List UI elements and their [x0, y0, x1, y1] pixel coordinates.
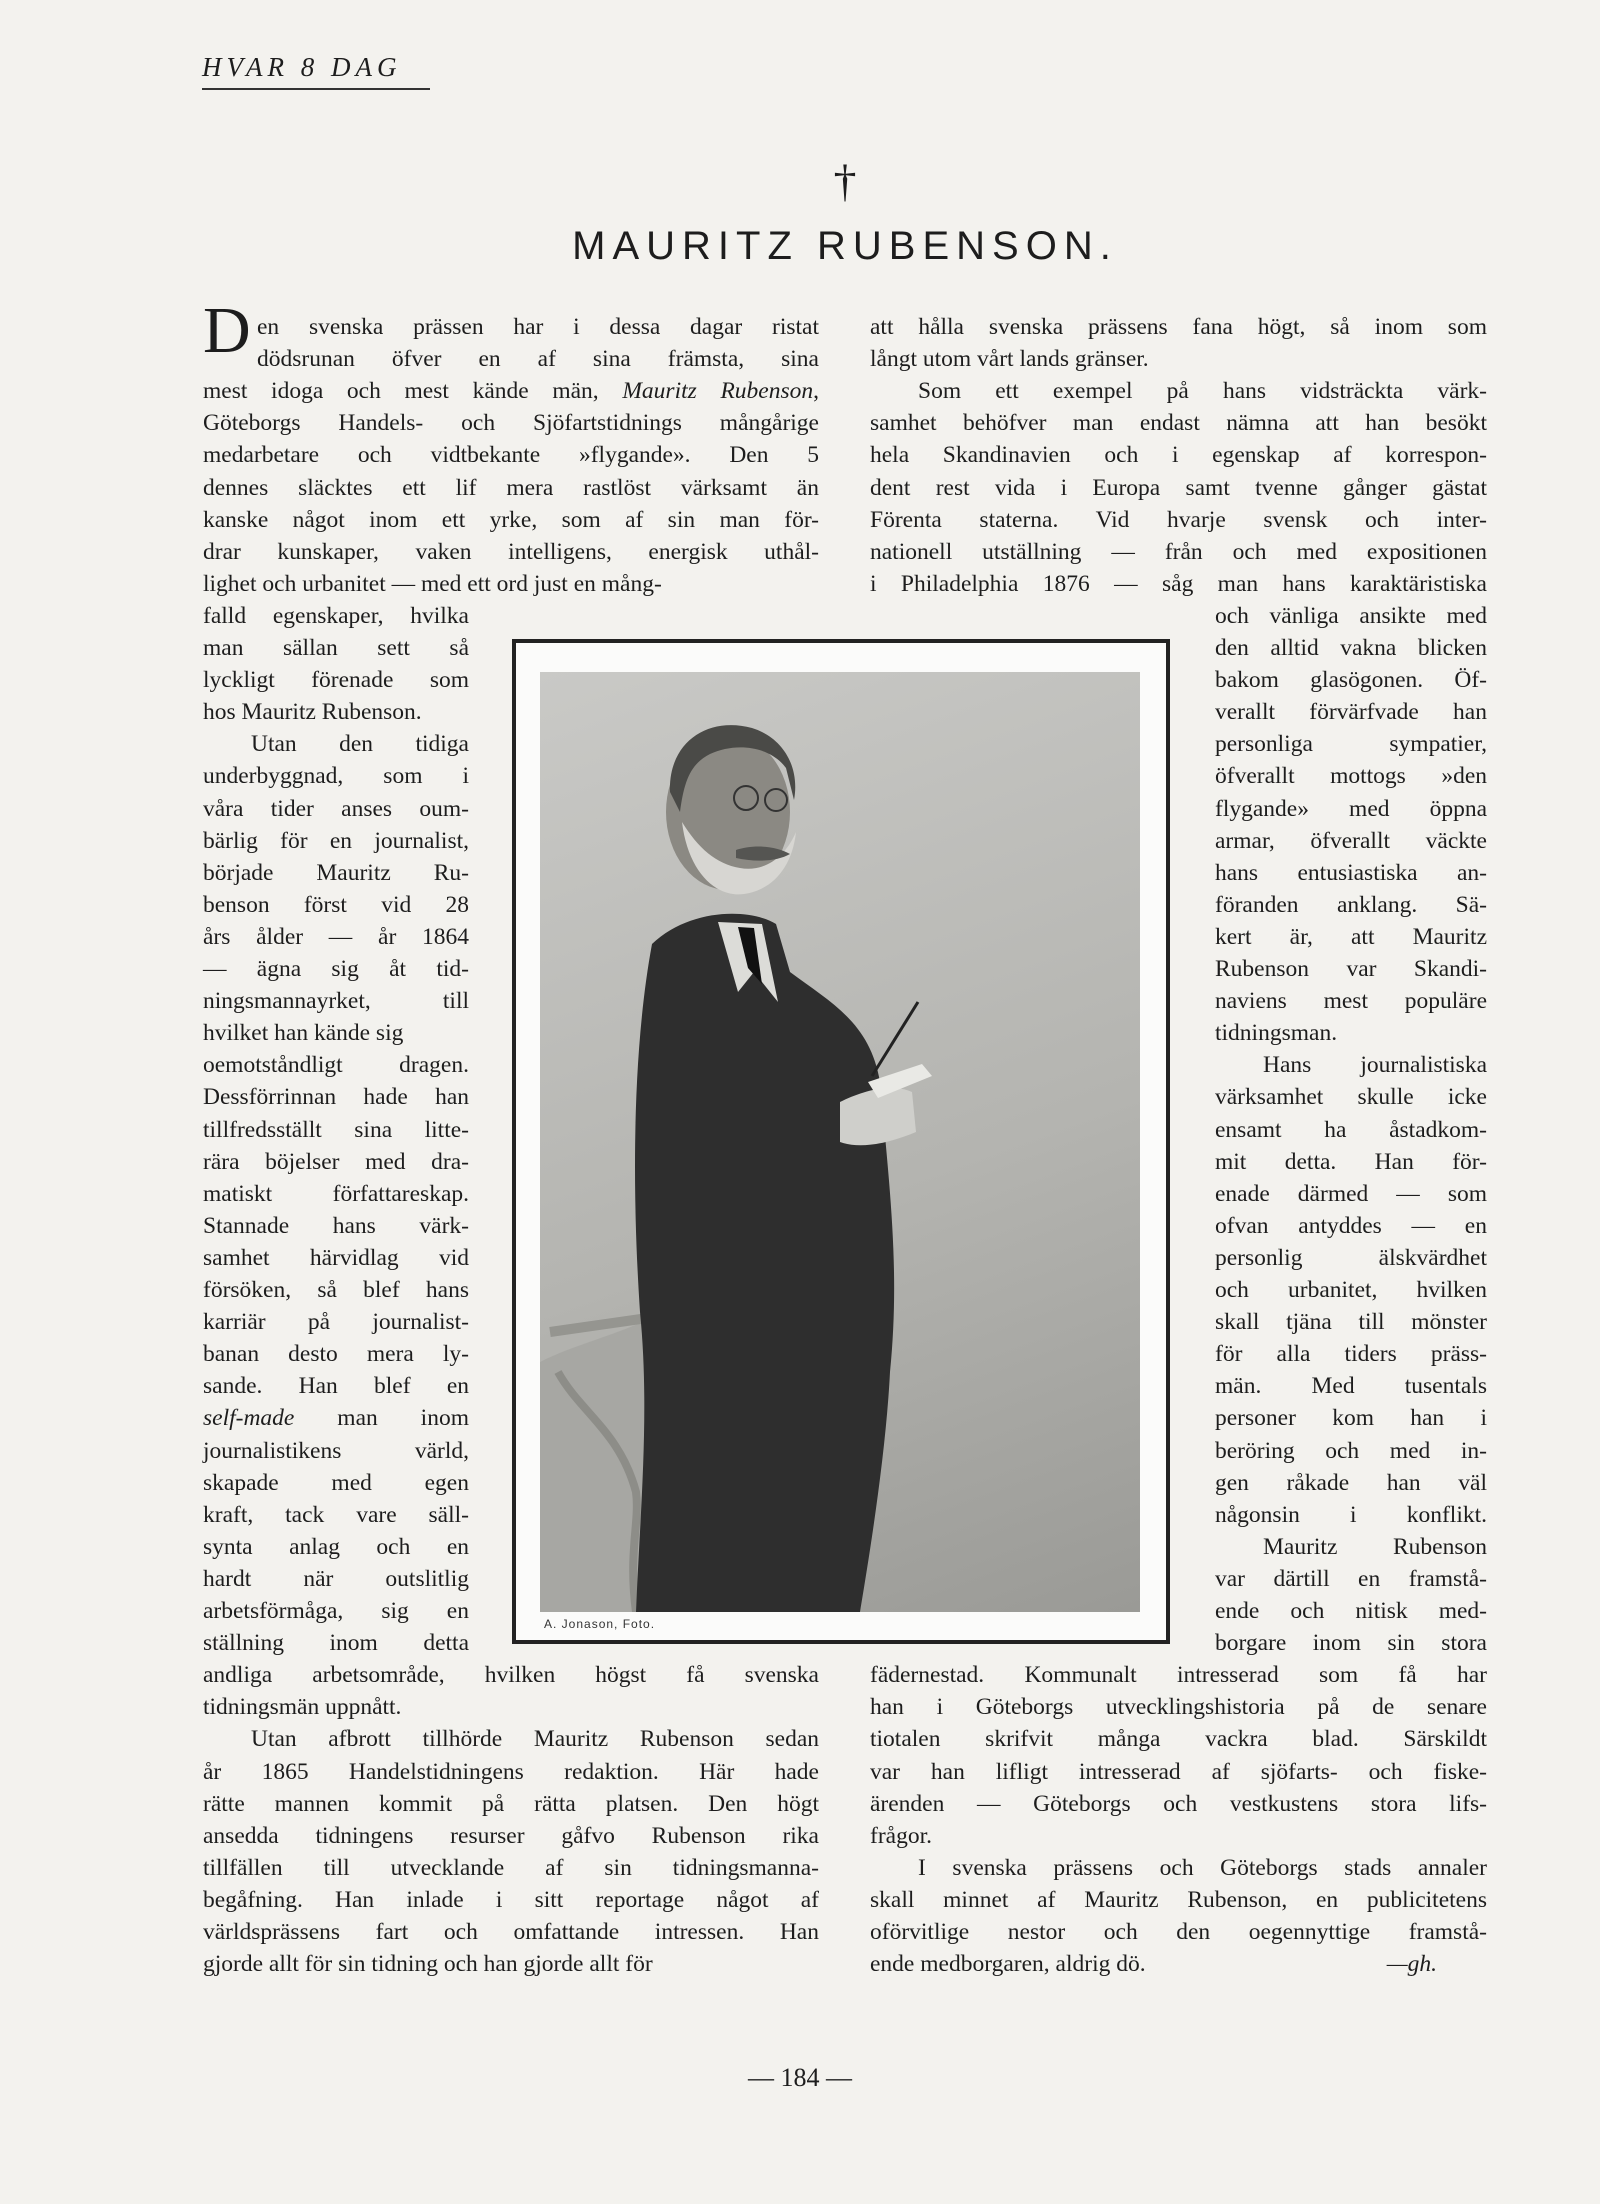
right-line: dent rest vida i Europa samt tvenne gånger gästat [870, 474, 1487, 501]
right-line: och urbanitet, hvilken [1215, 1277, 1487, 1303]
left-line: Stannade hans värk- [203, 1212, 469, 1239]
left-line: hvilket han kände sig [203, 1020, 404, 1047]
left-line: ställning inom detta [203, 1630, 469, 1657]
left-line: bärlig för en journalist, [203, 827, 469, 854]
right-line: han i Göteborgs utvecklingshistoria på de senare [870, 1694, 1487, 1721]
left-line: self-made man inom [203, 1405, 469, 1432]
article-title: MAURITZ RUBENSON. [572, 224, 1118, 268]
left-line: banan desto mera ly- [203, 1341, 469, 1368]
right-line: beröring och med in- [1215, 1437, 1487, 1464]
left-line: ningsmannayrket, till [203, 988, 469, 1015]
right-line: tidningsman. [1215, 1020, 1338, 1047]
left-line: falld egenskaper, hvilka [203, 602, 469, 629]
right-line: personlig älskvärdhet [1215, 1244, 1487, 1271]
left-line: års ålder — år 1864 [203, 923, 469, 950]
running-head: HVAR 8 DAG [202, 48, 430, 90]
right-line: var han lifligt intresserad af sjöfarts- och fiske- [870, 1758, 1487, 1785]
right-line: öfverallt mottogs »den [1215, 763, 1487, 790]
right-line: personliga sympatier, [1215, 731, 1487, 758]
right-line: bakom glasögonen. Öf- [1215, 667, 1487, 694]
left-line: skapade med egen [203, 1469, 469, 1496]
left-line: benson först vid 28 [203, 891, 469, 918]
right-line: ende medborgaren, aldrig dö. [870, 1951, 1146, 1978]
page-number: — 184 — [748, 2063, 852, 2092]
left-line: lighet och urbanitet — med ett ord just en mång- [203, 570, 662, 597]
right-line: armar, öfverallt väckte [1215, 827, 1487, 854]
left-line: Utan afbrott tillhörde Mauritz Rubenson sedan [251, 1726, 819, 1753]
left-line: hardt när outslitlig [203, 1565, 469, 1592]
right-line: kert är, att Mauritz [1215, 923, 1487, 950]
right-line: Förenta staterna. Vid hvarje svensk och inter- [870, 506, 1487, 533]
right-line: män. Med tusentals [1215, 1373, 1487, 1400]
right-line: hela Skandinavien och i egenskap af korrespon- [870, 442, 1487, 469]
left-line: oemotståndligt dragen. [203, 1052, 469, 1079]
left-line: — ägna sig åt tid- [203, 956, 469, 982]
signature: —gh. [1386, 1951, 1437, 1978]
left-line: underbyggnad, som i [203, 763, 469, 790]
left-line: försöken, så blef hans [203, 1277, 469, 1303]
left-line: tillfällen till utvecklande af sin tidningsmanna- [203, 1854, 819, 1881]
right-line: i Philadelphia 1876 — såg man hans karaktäristiska [870, 570, 1487, 597]
left-line: rära böjelser med dra- [203, 1148, 469, 1175]
portrait-photo [540, 672, 1140, 1612]
left-line: Dessförrinnan hade han [203, 1084, 469, 1111]
left-line: lyckligt förenade som [203, 667, 469, 694]
drop-cap: D [203, 294, 251, 367]
right-line: Mauritz Rubenson [1263, 1533, 1487, 1560]
left-line: journalistikens värld, [203, 1437, 469, 1464]
right-line: värksamhet skulle icke [1215, 1084, 1487, 1111]
left-line: synta anlag och en [203, 1533, 469, 1560]
right-line: borgare inom sin stora [1215, 1630, 1487, 1657]
left-line: hos Mauritz Rubenson. [203, 699, 422, 726]
right-line: långt utom vårt lands gränser. [870, 346, 1149, 373]
cross-symbol: † [833, 155, 857, 206]
right-line: personer kom han i [1215, 1405, 1487, 1432]
left-line: dödsrunan öfver en af sina främsta, sina [257, 346, 819, 373]
left-line: begåfning. Han inlade i sitt reportage något af [203, 1886, 819, 1913]
left-line: kraft, tack vare säll- [203, 1501, 469, 1528]
right-line: naviens mest populäre [1215, 988, 1487, 1015]
right-line: gen råkade han väl [1215, 1469, 1487, 1496]
right-line: skall minnet af Mauritz Rubenson, en publicitetens [870, 1886, 1487, 1913]
right-line: I svenska prässens och Göteborgs stads annaler [918, 1854, 1487, 1881]
right-line: mit detta. Han för- [1215, 1148, 1487, 1175]
left-line: drar kunskaper, vaken intelligens, energisk uthål- [203, 538, 819, 565]
left-line: kanske något inom ett yrke, som af sin man för- [203, 506, 819, 533]
left-line: ansedda tidningens resurser gåfvo Rubenson rika [203, 1822, 819, 1849]
left-line: rätte mannen kommit på rätta platsen. Den högt [203, 1790, 819, 1817]
left-line: karriär på journalist- [203, 1309, 469, 1336]
right-line: samhet behöfver man endast nämna att han besökt [870, 410, 1487, 437]
left-line: våra tider anses oum- [203, 795, 469, 822]
portrait-illustration [540, 672, 1140, 1612]
right-line: hans entusiastiska an- [1215, 859, 1487, 886]
right-line: ensamt ha åstadkom- [1215, 1116, 1487, 1143]
left-line: Utan den tidiga [251, 731, 469, 758]
right-line: enade därmed — som [1215, 1180, 1487, 1207]
left-line: en svenska prässen har i dessa dagar ristat [257, 314, 819, 340]
right-line: skall tjäna till mönster [1215, 1309, 1487, 1336]
right-line: nationell utställning — från och med expositionen [870, 538, 1487, 565]
right-line: ärenden — Göteborgs och vestkustens stora lifs- [870, 1790, 1487, 1817]
right-line: verallt förvärfvade han [1215, 699, 1487, 726]
right-line: Som ett exempel på hans vidsträckta värk- [918, 378, 1487, 405]
right-line: tiotalen skrifvit många vackra blad. Särskildt [870, 1726, 1487, 1753]
left-line: tillfredsställt sina litte- [203, 1116, 469, 1143]
left-line: medarbetare och vidtbekante »flygande». Den 5 [203, 442, 819, 469]
left-line: arbetsförmåga, sig en [203, 1598, 469, 1624]
right-line: var därtill en framstå- [1215, 1565, 1487, 1592]
right-line: flygande» med öppna [1215, 795, 1487, 822]
left-line: gjorde allt för sin tidning och han gjorde allt för [203, 1951, 653, 1978]
right-line: och vänliga ansikte med [1215, 602, 1487, 629]
right-line: oförvitlige nestor och den oegennyttige framstå- [870, 1919, 1487, 1945]
left-line: tidningsmän uppnått. [203, 1694, 402, 1721]
left-line: började Mauritz Ru- [203, 859, 469, 886]
right-line: Hans journalistiska [1263, 1052, 1487, 1079]
left-line: sande. Han blef en [203, 1373, 469, 1400]
right-line: ofvan antyddes — en [1215, 1212, 1487, 1239]
left-line: världsprässens fart och omfattande intressen. Han [203, 1919, 819, 1945]
right-line: den alltid vakna blicken [1215, 635, 1487, 661]
right-line: Rubenson var Skandi- [1215, 956, 1487, 982]
right-line: ende och nitisk med- [1215, 1598, 1487, 1624]
right-line: fädernestad. Kommunalt intresserad som få har [870, 1662, 1487, 1689]
left-line: mest idoga och mest kände män, Mauritz Rubenson, [203, 378, 820, 405]
left-line: år 1865 Handelstidningens redaktion. Här hade [203, 1758, 819, 1785]
right-line: frågor. [870, 1822, 932, 1849]
left-line: samhet härvidlag vid [203, 1244, 469, 1271]
right-line: för alla tiders präss- [1215, 1341, 1487, 1368]
left-line: dennes släcktes ett lif mera rastlöst värksamt än [203, 474, 819, 501]
right-line: föranden anklang. Sä- [1215, 891, 1487, 918]
photo-credit: A. Jonason, Foto. [544, 1617, 656, 1631]
right-line: att hålla svenska prässens fana högt, så inom som [870, 314, 1487, 340]
left-line: andliga arbetsområde, hvilken högst få svenska [203, 1662, 819, 1689]
left-line: Göteborgs Handels- och Sjöfartstidnings mångårige [203, 410, 819, 437]
left-line: matiskt författareskap. [203, 1180, 469, 1207]
left-line: man sällan sett så [203, 635, 469, 661]
right-line: någonsin i konflikt. [1215, 1501, 1487, 1528]
